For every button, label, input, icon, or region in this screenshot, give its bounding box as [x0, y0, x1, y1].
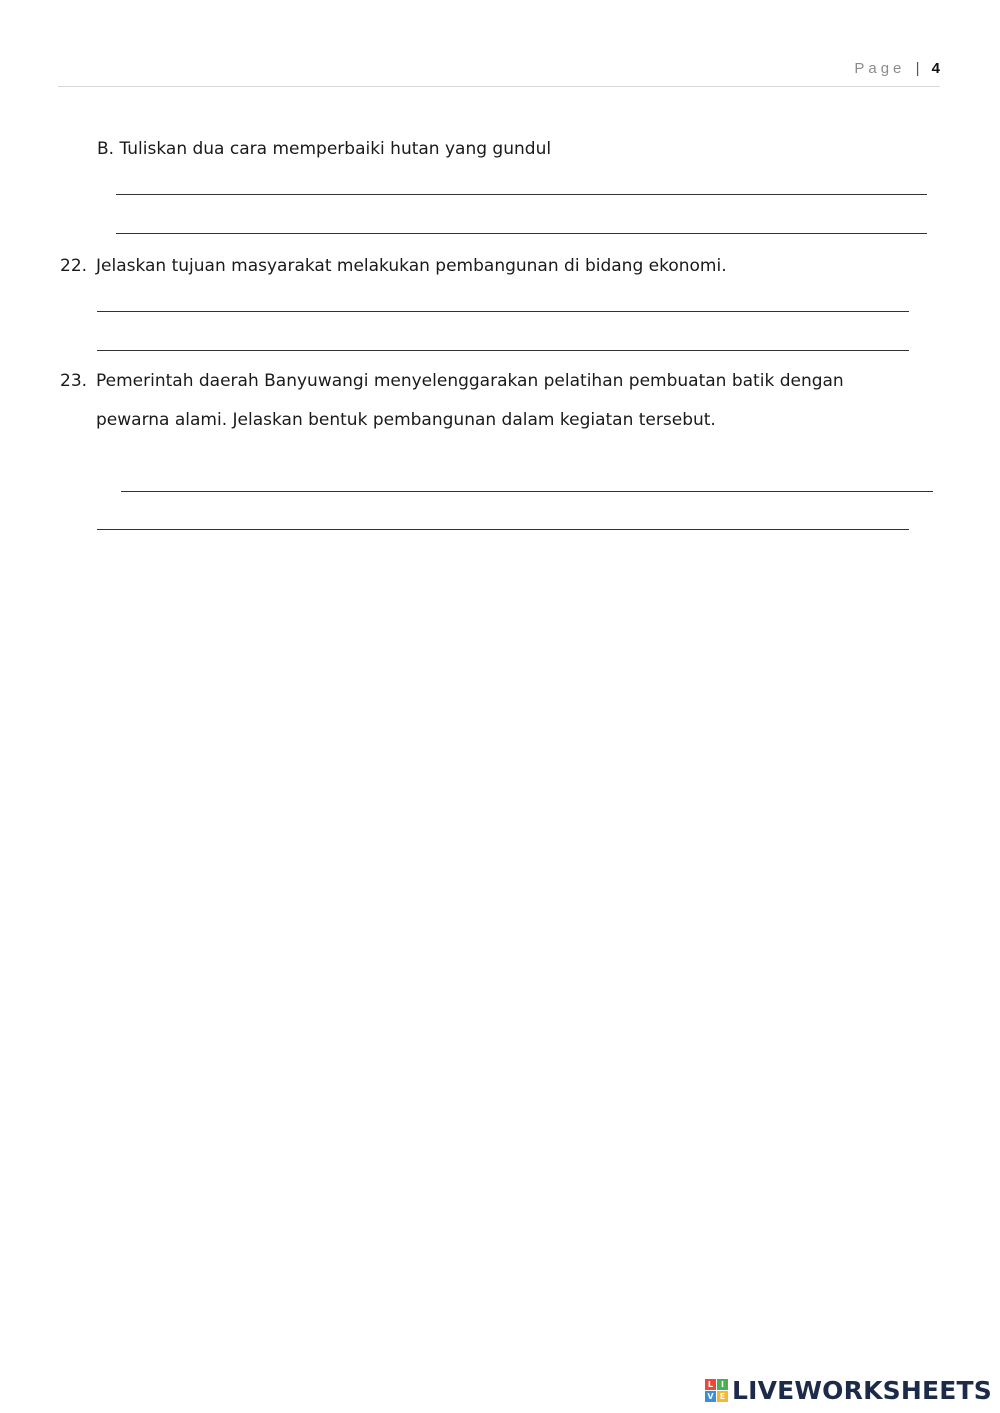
page-separator: | — [915, 60, 920, 77]
question-23 — [60, 371, 844, 391]
page-indicator — [854, 60, 940, 77]
question-22 — [60, 256, 727, 276]
answer-line-22-2[interactable] — [97, 350, 909, 351]
logo-letter-i: I — [717, 1379, 728, 1390]
question-23-number: 23. — [60, 371, 88, 391]
page-number: 4 — [931, 60, 940, 77]
answer-line-b-2[interactable] — [116, 233, 927, 234]
liveworksheets-brand-text: LIVEWORKSHEETS — [731, 1376, 992, 1405]
question-23-text-line-2: pewarna alami. Jelaskan bentuk pembangunan dalam kegiatan tersebut. — [96, 410, 716, 430]
question-b-text: B. Tuliskan dua cara memperbaiki hutan yang gundul — [97, 139, 552, 159]
answer-line-23-2[interactable] — [97, 529, 909, 530]
logo-letter-l: L — [705, 1379, 716, 1390]
logo-letter-v: V — [705, 1391, 716, 1402]
liveworksheets-logo — [705, 1376, 992, 1405]
answer-line-b-1[interactable] — [116, 194, 927, 195]
page-label: Page — [854, 60, 906, 77]
answer-line-23-1[interactable] — [121, 491, 933, 492]
question-22-number: 22. — [60, 256, 88, 276]
answer-line-22-1[interactable] — [97, 311, 909, 312]
question-23-text-line-1: Pemerintah daerah Banyuwangi menyelenggarakan pelatihan pembuatan batik dengan — [96, 371, 844, 391]
question-22-text: Jelaskan tujuan masyarakat melakukan pembangunan di bidang ekonomi. — [96, 256, 727, 276]
liveworksheets-logo-icon — [705, 1379, 728, 1402]
logo-letter-e: E — [717, 1391, 728, 1402]
page-header — [58, 56, 940, 87]
